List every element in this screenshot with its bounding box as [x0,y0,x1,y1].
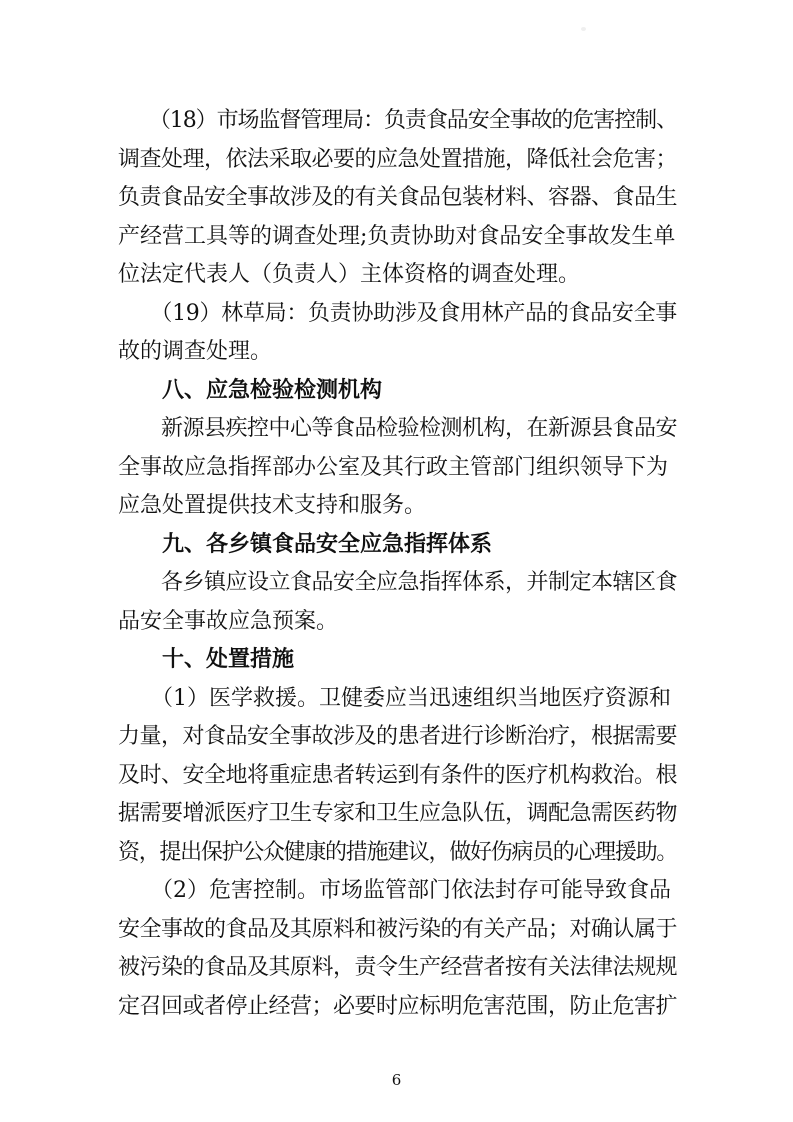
document-line: 各乡镇应设立食品安全应急指挥体系，并制定本辖区食 [118,570,678,595]
document-line: 安全事故的食品及其原料和被污染的有关产品；对确认属于 [118,916,678,942]
section-heading: 十、处置措施 [118,647,295,672]
document-line: 力量，对食品安全事故涉及的患者进行诊断治疗，根据需要 [118,724,678,749]
document-line: 据需要增派医疗卫生专家和卫生应急队伍，调配急需医药物 [118,801,678,826]
section-heading: 八、应急检验检测机构 [118,377,383,403]
document-line: 及时、安全地将重症患者转运到有条件的医疗机构救治。根 [118,762,678,788]
scan-artifact-dot [581,27,586,31]
heading-section-10 [118,641,677,680]
document-line: 定召回或者停止经营；必要时应标明危害范围，防止危害扩 [118,993,678,1019]
paragraph-measure-2-hazard-control [118,872,677,1026]
section-heading: 九、各乡镇食品安全应急指挥体系 [118,531,493,557]
document-line: 故的调查处理。 [118,339,273,364]
document-line: （18）市场监督管理局：负责食品安全事故的危害控制、 [118,108,677,133]
paragraph-inspection-agencies [118,410,677,526]
document-line: 产经营工具等的调查处理;负责协助对食品安全事故发生单 [118,223,676,249]
paragraph-item-19 [118,295,677,372]
document-line: 被污染的食品及其原料，责令生产经营者按有关法律法规规 [118,955,678,980]
document-body [118,102,677,1026]
document-line: 应急处置提供技术支持和服务。 [118,493,427,518]
heading-section-8 [118,372,677,411]
document-line: （2）危害控制。市场监管部门依法封存可能导致食品 [118,878,671,903]
document-line: （19）林草局：负责协助涉及食用林产品的食品安全事 [118,300,677,326]
heading-section-9 [118,526,677,565]
document-line: 负责食品安全事故涉及的有关食品包装材料、容器、食品生 [118,185,678,210]
document-line: （1）医学救援。卫健委应当迅速组织当地医疗资源和 [118,685,671,711]
document-line: 位法定代表人（负责人）主体资格的调查处理。 [118,262,581,287]
document-line: 资，提出保护公众健康的措施建议，做好伤病员的心理援助。 [118,839,678,865]
document-line: 新源县疾控中心等食品检验检测机构，在新源县食品安 [118,416,678,441]
paragraph-township-system [118,564,677,641]
document-line: 全事故应急指挥部办公室及其行政主管部门组织领导下为 [118,454,669,480]
document-line: 品安全事故应急预案。 [118,608,339,634]
paragraph-measure-1-medical-rescue [118,680,677,873]
page-number: 6 [391,1071,402,1089]
paragraph-item-18 [118,102,677,295]
document-line: 调查处理，依法采取必要的应急处置措施，降低社会危害； [118,146,678,172]
